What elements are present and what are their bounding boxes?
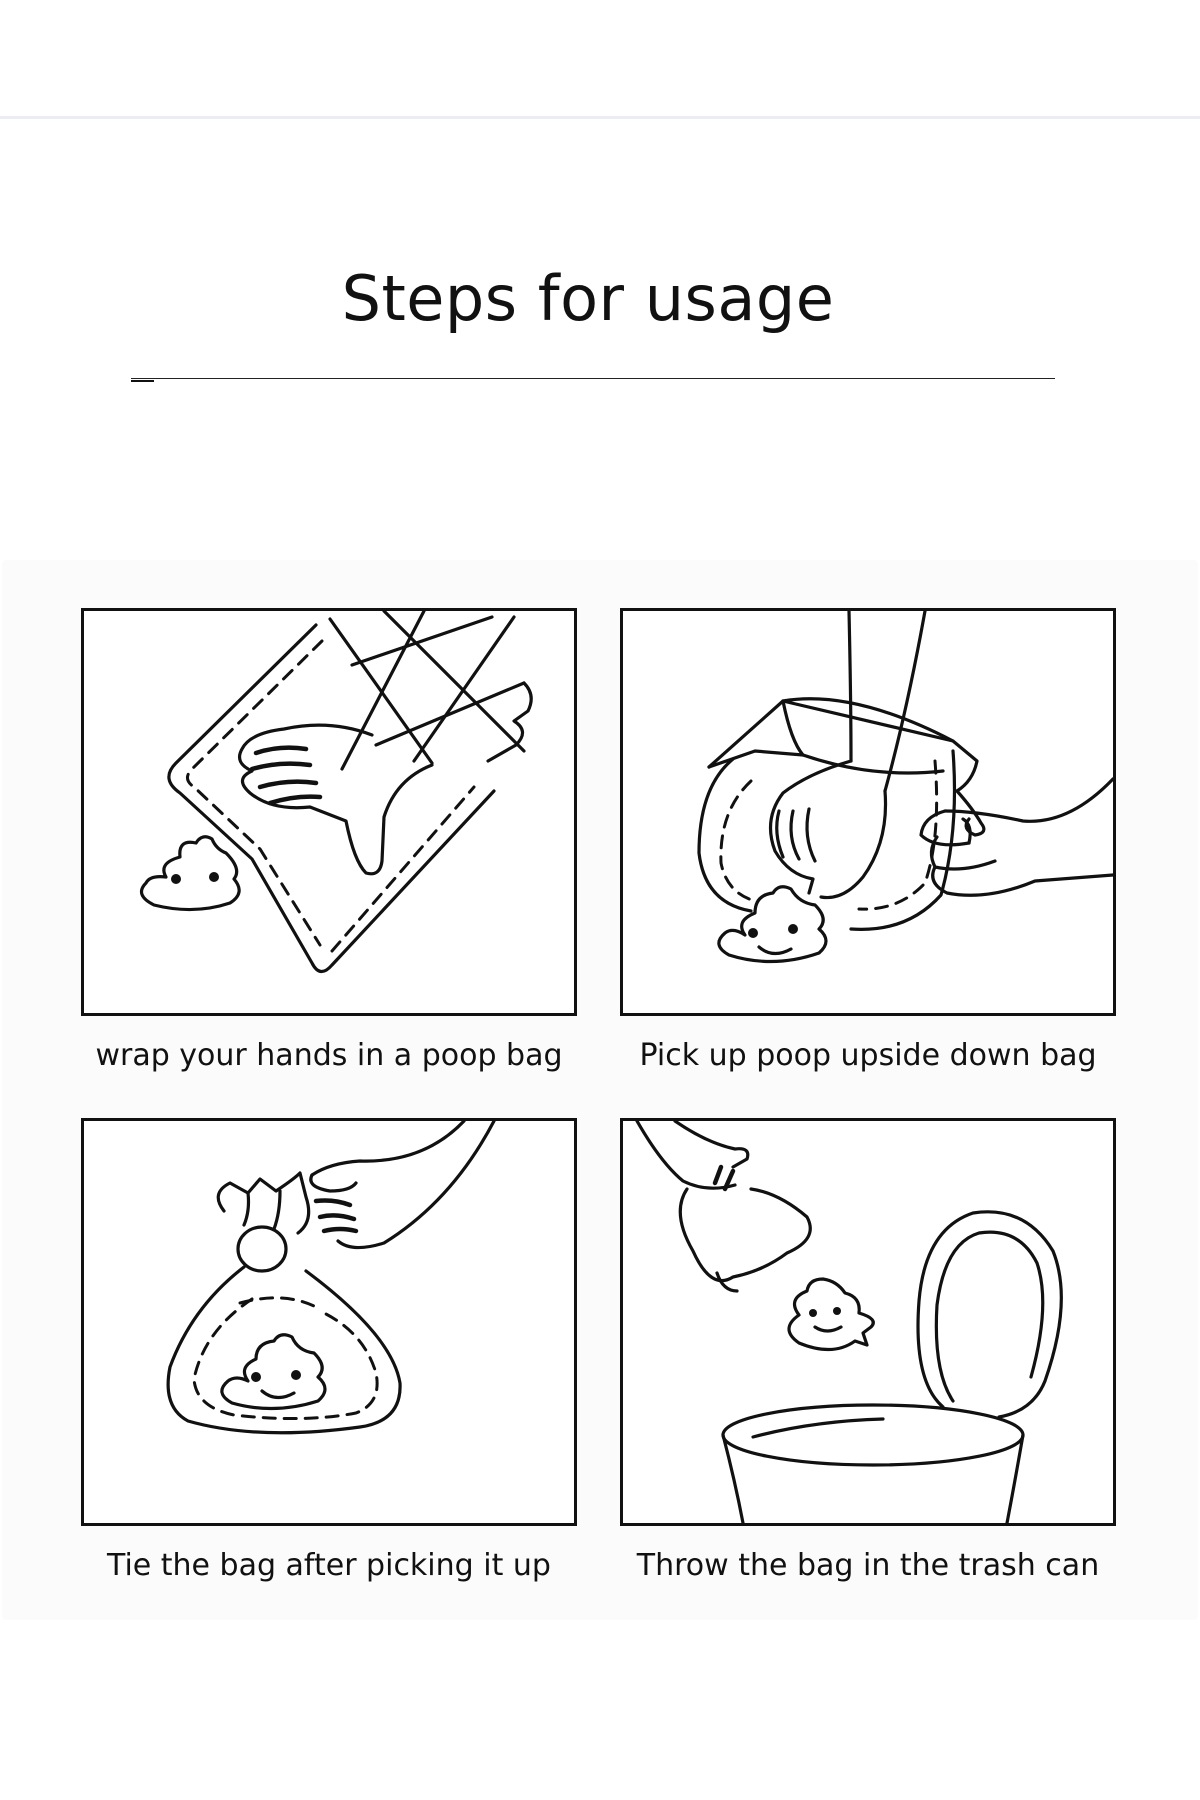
step-2-frame <box>620 608 1116 1016</box>
step-3-caption: Tie the bag after picking it up <box>107 1548 551 1583</box>
step-4-frame <box>620 1118 1116 1526</box>
hand-in-bag-illustration <box>84 611 574 1013</box>
page-title: Steps for usage <box>341 262 835 335</box>
step-1-frame <box>81 608 577 1016</box>
step-4-caption: Throw the bag in the trash can <box>636 1548 1100 1583</box>
top-divider <box>0 116 1200 119</box>
pick-up-poop-illustration <box>623 611 1113 1013</box>
step-3-frame <box>81 1118 577 1526</box>
poop-face-icon <box>142 837 240 910</box>
step-1-caption: wrap your hands in a poop bag <box>95 1038 563 1073</box>
trash-can-illustration <box>623 1121 1113 1523</box>
title-underline-accent <box>131 380 154 382</box>
poop-face-icon <box>719 887 826 962</box>
title-underline <box>131 378 1055 379</box>
step-2-caption: Pick up poop upside down bag <box>639 1038 1097 1073</box>
poop-face-icon <box>789 1279 873 1350</box>
poop-face-icon <box>222 1335 325 1409</box>
tie-bag-illustration <box>84 1121 574 1523</box>
